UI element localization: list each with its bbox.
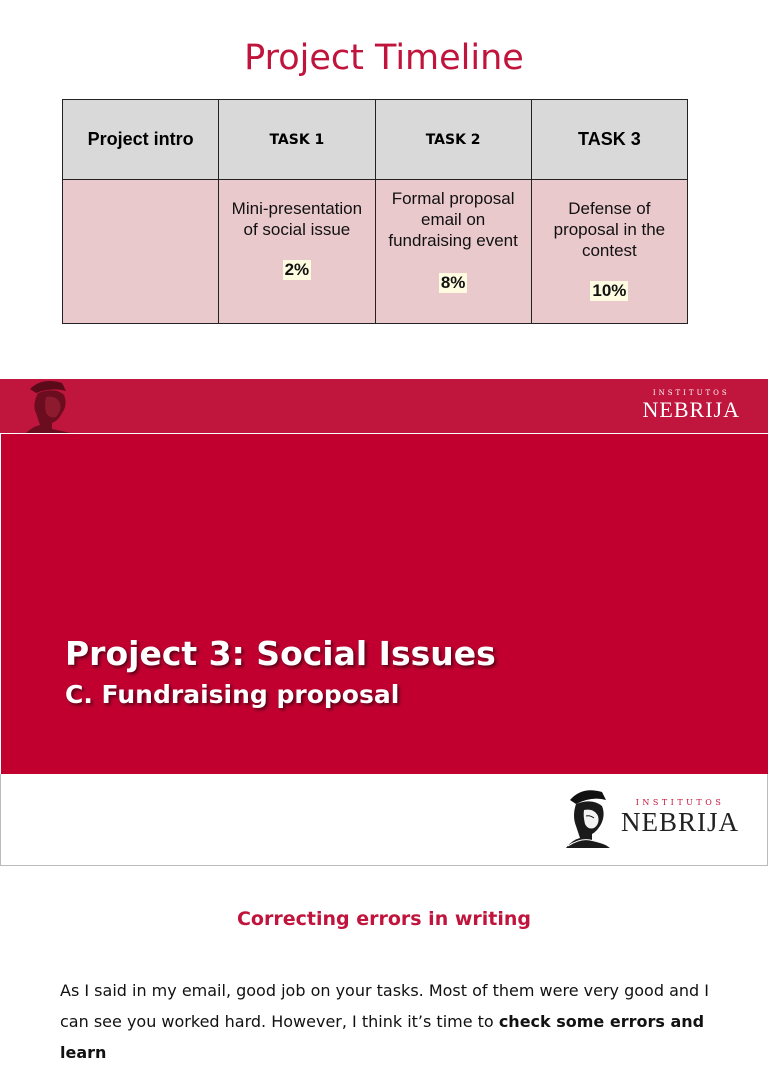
slide-section-cover	[0, 379, 768, 866]
intro-paragraph	[60, 975, 712, 1068]
logo-small-institutos: INSTITUTOS	[652, 389, 730, 397]
timeline-table	[62, 99, 688, 324]
timeline-title: Project Timeline	[244, 38, 524, 78]
nebrija-logo-small	[643, 389, 740, 422]
task-1-description: Mini-presentation of social issue	[231, 199, 363, 239]
slide-correcting-errors	[0, 867, 768, 1062]
section-heading: Correcting errors in writing	[236, 908, 531, 930]
cover-footer	[0, 774, 768, 866]
paragraph-bold-text: check some errors and learn	[60, 1012, 705, 1062]
logo-large-institutos: INSTITUTOS	[635, 798, 725, 807]
header-task-2: TASK 2	[375, 100, 531, 180]
nebrija-portrait-icon	[564, 788, 614, 848]
cell-task-1	[219, 180, 375, 324]
cell-project-intro	[63, 180, 219, 324]
header-project-intro: Project intro	[63, 100, 219, 180]
cover-subtitle: C. Fundraising proposal	[65, 680, 400, 709]
header-band	[0, 379, 768, 433]
cover-title: Project 3: Social Issues	[65, 634, 496, 673]
task-2-description: Formal proposal email on fundraising event	[388, 189, 518, 250]
logo-large-nebrija: NEBRIJA	[621, 807, 740, 837]
paragraph-text: As I said in my email, good job on your tasks. Most of them were very good and I can see you worked hard. However, I think it’s time to	[60, 981, 709, 1031]
task-3-weight: 10%	[592, 281, 627, 300]
task-2-weight: 8%	[440, 273, 466, 292]
cell-task-3	[531, 180, 687, 324]
slide-project-timeline	[0, 0, 768, 378]
header-task-1: TASK 1	[219, 100, 375, 180]
nebrija-logo-large	[621, 798, 739, 836]
header-task-3: TASK 3	[531, 100, 687, 180]
task-3-description: Defense of proposal in the contest	[553, 199, 666, 260]
logo-small-nebrija: NEBRIJA	[642, 397, 740, 422]
title-band	[1, 434, 768, 774]
nebrija-portrait-icon	[22, 379, 78, 433]
task-1-weight: 2%	[284, 260, 310, 279]
cell-task-2	[375, 180, 531, 324]
